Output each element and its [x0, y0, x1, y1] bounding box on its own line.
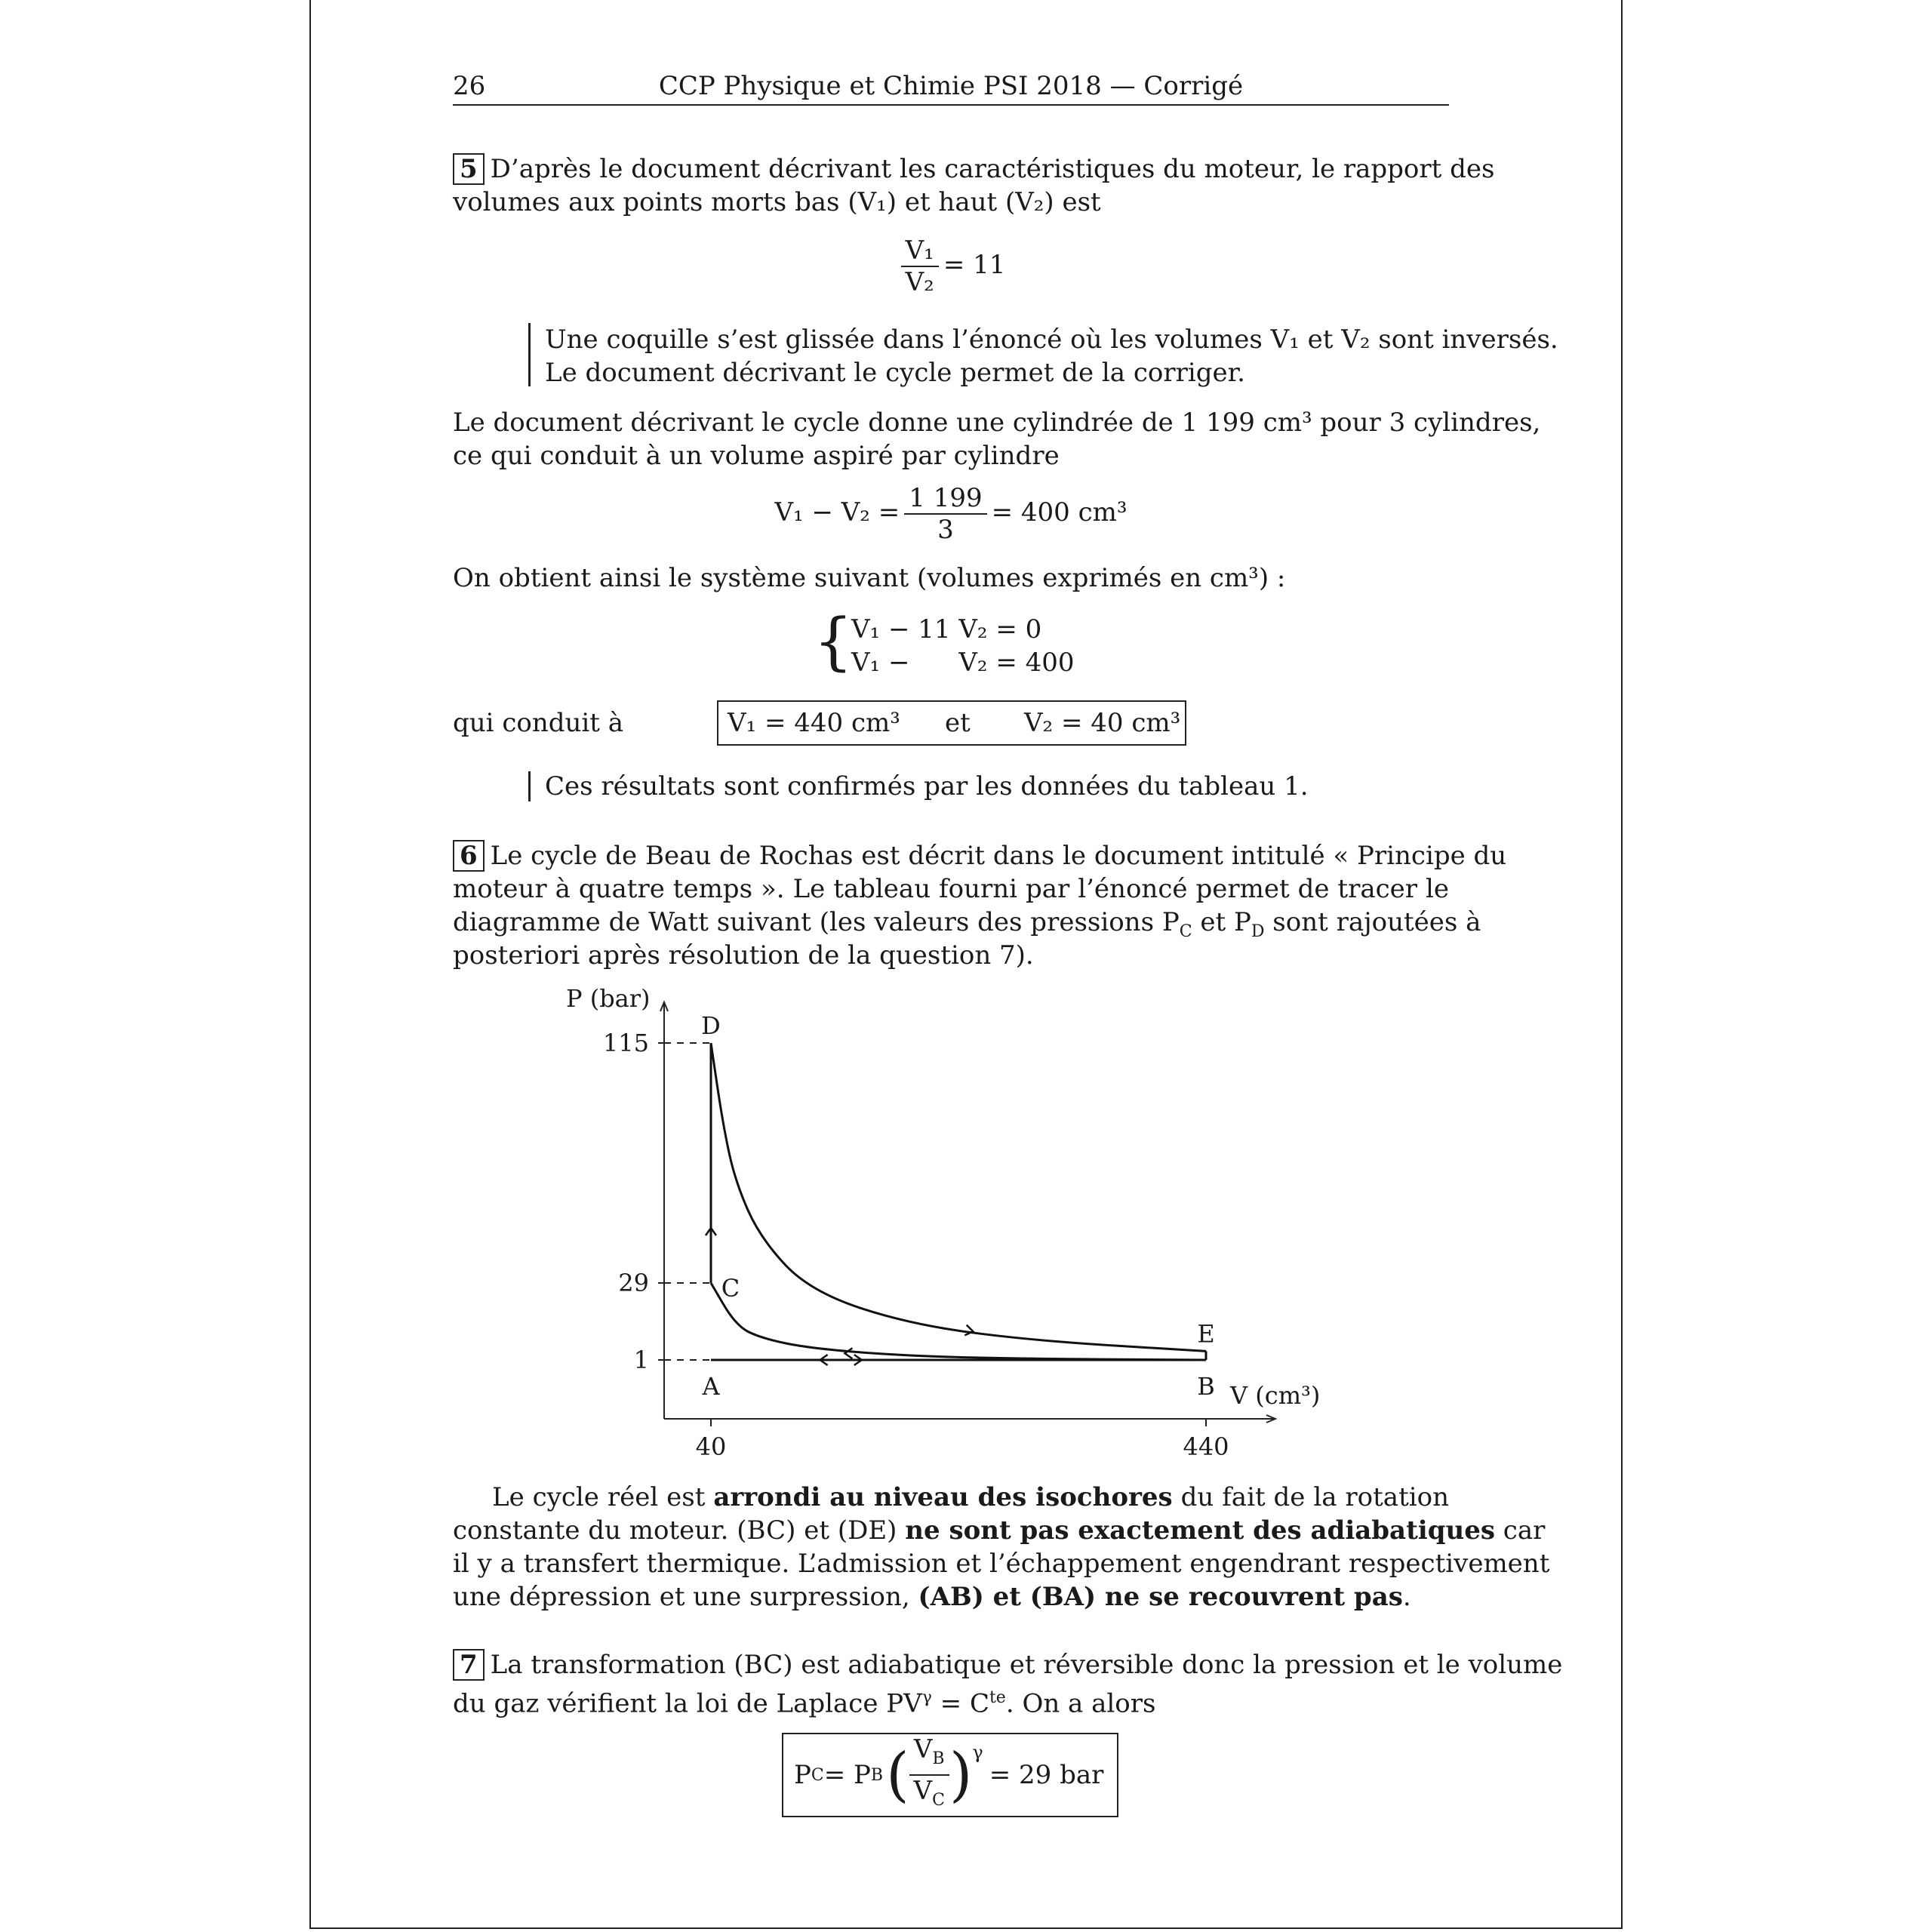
system-line2: V₁ − V₂ = 400	[851, 648, 1075, 678]
y-tick-label: 29	[618, 1269, 649, 1297]
x-axis-label: V (cm³)	[1230, 1381, 1321, 1410]
q6-line4: posteriori après résolution de la question 7).	[453, 940, 1034, 971]
question-number: 5	[453, 153, 485, 185]
cycle-segment-BC	[711, 1283, 1206, 1360]
q5-para3: On obtient ainsi le système suivant (volumes exprimés en cm³) :	[453, 563, 1286, 593]
running-title: CCP Physique et Chimie PSI 2018 — Corrigé	[658, 71, 1244, 101]
result-v2: V₂ = 40 cm³	[1024, 708, 1181, 738]
direction-arrow	[844, 1348, 852, 1358]
page-number: 26	[453, 71, 486, 101]
result-et: et	[945, 708, 971, 738]
volume-equation: V₁ − V₂ = $\frac{1 199}{3}$ = 400 cm³	[774, 483, 1128, 545]
q5-line2: volumes aux points morts bas (V₁) et haut (V₂) est	[453, 187, 1101, 217]
point-label-B: B	[1197, 1372, 1215, 1401]
q5-para2-line2: ce qui conduit à un volume aspiré par cylindre	[453, 441, 1060, 471]
y-axis-label: P (bar)	[566, 984, 651, 1013]
y-tick-label: 1	[633, 1346, 649, 1374]
point-label-E: E	[1197, 1319, 1215, 1349]
ratio-equation: $\frac{\text{V₁}}{\text{V₂}}$ = 11	[453, 235, 1449, 297]
question-number: 6	[453, 840, 485, 872]
ratio-fraction: $\frac{\text{V₁}}{\text{V₂}}$	[901, 235, 939, 297]
q7-line1: 7 La transformation (BC) est adiabatique et réversible donc la pression et le volume	[453, 1648, 1449, 1681]
q5-para2-line1: Le document décrivant le cycle donne une cylindrée de 1 199 cm³ pour 3 cylindres,	[453, 408, 1541, 438]
point-label-A: A	[702, 1372, 720, 1401]
system-brace: {	[814, 606, 854, 678]
q5-line1: 5 D’après le document décrivant les caractéristiques du moteur, le rapport des	[453, 152, 1449, 186]
conclusion-label: qui conduit à	[453, 708, 624, 738]
q6-after-line1: Le cycle réel est arrondi au niveau des isochores du fait de la rotation	[492, 1482, 1449, 1512]
x-tick-label: 40	[695, 1432, 727, 1461]
laplace-fraction: $\frac{V_B}{V_C}$	[909, 1734, 949, 1816]
q6-after-line4: une dépression et une surpression, (AB) et (BA) ne se recouvrent pas.	[453, 1582, 1411, 1612]
header-rule	[453, 104, 1449, 106]
note-bar	[528, 771, 531, 801]
system-line1: V₁ − 11 V₂ = 0	[851, 614, 1042, 645]
q6-after-line3: il y a transfert thermique. L’admission et l’échappement engendrant respectivement	[453, 1549, 1550, 1579]
cycle-segment-DE	[711, 1043, 1206, 1351]
laplace-result-box: P C = P B ( $\frac{V_B}{V_C}$ ) $^\gamma$ = 29 bar	[782, 1733, 1118, 1817]
q7-line2: du gaz vérifient la loi de Laplace $PV^\gamma = C^{te}$. On a alors	[453, 1688, 1156, 1719]
q6-line3: diagramme de Watt suivant (les valeurs des pressions $P_C$ et $P_D$ sont rajoutées à	[453, 907, 1481, 941]
q6-line2: moteur à quatre temps ». Le tableau fourni par l’énoncé permet de tracer le	[453, 874, 1449, 904]
cylinder-fraction: $\frac{1 199}{3}$	[904, 483, 986, 545]
note1-line2: Le document décrivant le cycle permet de la corriger.	[545, 358, 1245, 388]
watt-diagram	[543, 981, 1374, 1464]
x-tick-label: 440	[1183, 1432, 1229, 1461]
note-bar	[528, 323, 531, 386]
q6-line1: 6 Le cycle de Beau de Rochas est décrit dans le document intitulé « Principe du	[453, 839, 1449, 872]
question-number: 7	[453, 1649, 485, 1681]
point-label-C: C	[721, 1274, 740, 1303]
y-tick-label: 115	[602, 1029, 649, 1057]
result-v1: V₁ = 440 cm³	[728, 708, 900, 738]
note1-line1: Une coquille s’est glissée dans l’énoncé où les volumes V₁ et V₂ sont inversés.	[545, 325, 1558, 355]
result-box	[717, 700, 1186, 746]
note2: Ces résultats sont confirmés par les données du tableau 1.	[545, 771, 1309, 801]
q6-after-line2: constante du moteur. (BC) et (DE) ne sont pas exactement des adiabatiques car	[453, 1515, 1546, 1546]
point-label-D: D	[701, 1011, 721, 1040]
